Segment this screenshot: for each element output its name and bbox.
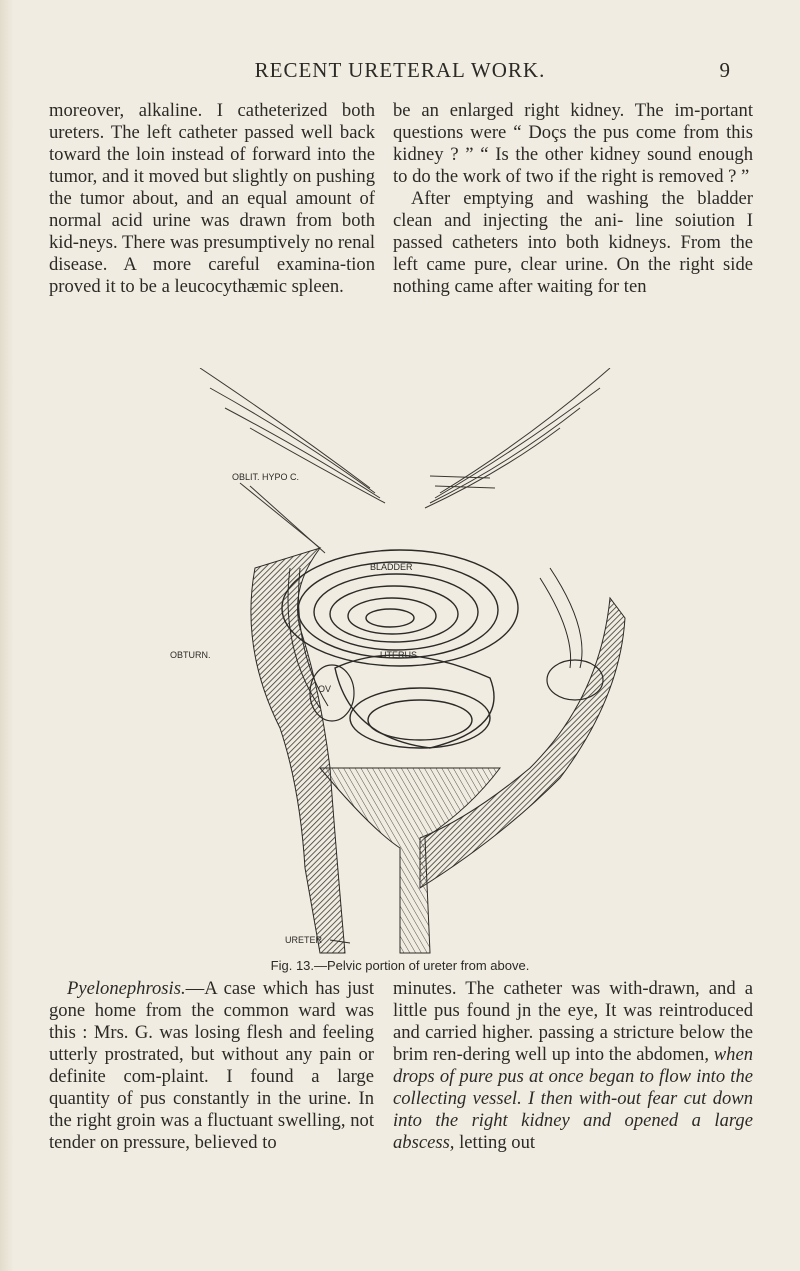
label-bladder: BLADDER <box>370 562 413 572</box>
running-head: RECENT URETERAL WORK. <box>254 58 546 82</box>
paragraph-text: minutes. The catheter was with-drawn, and a little pus found jn the eye, It was reintroduced and carried higher. passing a stricture below the brim ren-dering well up into the abdomen, <box>393 978 753 1065</box>
label-oblit-hypo: OBLIT. HYPO C. <box>232 472 300 482</box>
section-heading: Pyelonephrosis. <box>67 978 186 999</box>
paragraph: After emptying and washing the bladder clean and injecting the ani- line soiution I passed catheters into both kidneys. From the left came pure, clear urine. On the right side nothing came after waiting for ten <box>393 188 753 297</box>
paragraph: be an enlarged right kidney. The im-portant questions were “ Doçs the pus come from this kidney ? ” “ Is the other kidney sound enough to do the work of two if the right is removed ? ” <box>393 100 753 187</box>
page-edge <box>0 0 14 1271</box>
right-column-top <box>393 100 753 298</box>
figure-pelvic-ureter <box>170 368 630 958</box>
right-pelvic-wall <box>420 598 625 888</box>
label-obturn: OBTURN. <box>170 650 211 660</box>
pelvic-floor <box>320 768 500 953</box>
label-uterus: UTERUS <box>380 650 418 660</box>
uterus <box>335 655 494 748</box>
paragraph-text: —A case which has just gone home from the common ward was this : Mrs. G. was losing flesh and feeling utterly prostrated, but without any pain or definite com-plaint. I found a large quantity of pus constantly in the urine. In the right groin was a fluctuant swelling, not tender on pressure, believed to <box>49 978 374 1153</box>
paragraph <box>393 978 753 1154</box>
italic-text: when drops of pure pus at once began to flow into the collecting vessel. I then with-out fear cut down into the right kidney and opened a large abscess, <box>393 1044 753 1153</box>
left-column-top <box>49 100 375 298</box>
figure-caption: Fig. 13.—Pelvic portion of ureter from above. <box>270 958 530 973</box>
page-header <box>0 58 800 88</box>
paragraph-text-end: letting out <box>454 1132 536 1153</box>
label-ov: OV <box>318 684 332 694</box>
peritoneum-lines <box>200 368 610 553</box>
label-ureter: URETER <box>285 935 323 945</box>
broad-ligament <box>288 568 582 708</box>
paragraph: moreover, alkaline. I catheterized both ureters. The left catheter passed well back toward the loin instead of forward into the tumor, and it moved but slightly on pushing the tumor about, and an equal amount of normal acid urine was drawn from both kid-neys. There was presumptively no renal disease. A more careful examina-tion proved it to be a leucocythæmic spleen. <box>49 100 375 297</box>
left-column-bottom <box>49 978 374 1154</box>
right-column-bottom <box>393 978 753 1154</box>
paragraph <box>49 978 374 1154</box>
page-number: 9 <box>719 58 730 82</box>
pelvis-illustration <box>170 368 630 958</box>
